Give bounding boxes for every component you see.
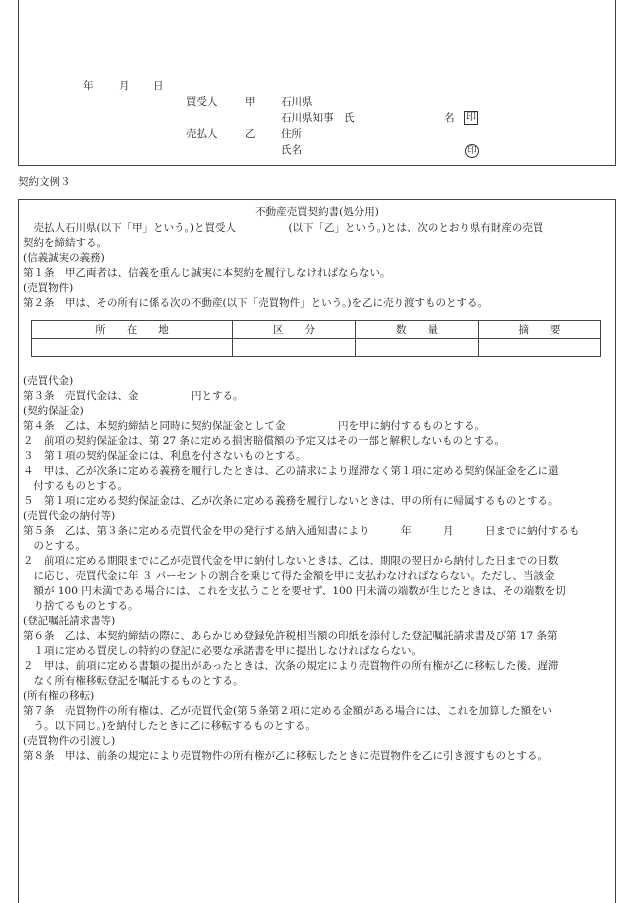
article-text: 第５条 乙は、第３条に定める売買代金を甲の発行する納入通知書により 年 月 日までに納付するも xyxy=(23,525,580,537)
table-cell xyxy=(233,339,356,357)
table-cell xyxy=(356,339,479,357)
contract-body xyxy=(18,199,616,903)
article-text: ４ 甲は、乙が次条に定める義務を履行したときは、乙の請求により遅滞なく第１項に定める契約保証金を乙に還 xyxy=(23,465,559,477)
buyer-party: 甲 xyxy=(245,96,256,108)
article-text: 第１条 甲乙両者は、信義を重んじ誠実に本契約を履行しなければならない。 xyxy=(23,267,391,279)
contract-title: 不動産売買契約書(処分用) xyxy=(255,206,379,218)
article-text: 第６条 乙は、本契約締結の際に、あらかじめ登録免許税相当額の印紙を添付した登記嘱託請求書及び第 17 条第 xyxy=(23,630,558,642)
table-header-category: 区 分 xyxy=(233,321,356,339)
table-header-remarks: 摘 要 xyxy=(479,321,601,339)
article-text: 第４条 乙は、本契約締結と同時に契約保証金として金 円を甲に納付するものとする。 xyxy=(23,420,485,432)
buyer-role: 買受人 xyxy=(186,96,218,108)
article-heading: (売買代金) xyxy=(23,375,74,387)
article-heading: (所有権の移転) xyxy=(23,690,95,702)
article-text: ５ 第１項に定める契約保証金は、乙が次条に定める義務を履行しないときは、甲の所有に帰属するものとする。 xyxy=(23,495,559,507)
article-text: 付するものとする。 xyxy=(23,480,128,492)
article-text: ２ 前項の契約保証金は、第 27 条に定める損害賠償額の予定又はその一部と解釈しないものとする。 xyxy=(23,435,506,447)
buyer-seal: 印 xyxy=(466,112,476,123)
article-text: 第３条 売買代金は、金 円とする。 xyxy=(23,390,244,402)
seller-address-label: 住所 xyxy=(281,128,302,140)
intro-line: 売払人石川県(以下「甲」という。)と買受人 (以下「乙」という。)とは、次のとおり県有財産の売買 xyxy=(23,222,544,234)
article-text: う。以下同じ。)を納付したときに乙に移転するものとする。 xyxy=(23,720,316,732)
article-text: り捨てるものとする。 xyxy=(23,600,139,612)
article-heading: (登記嘱託請求書等) xyxy=(23,615,116,627)
article-text: のとする。 xyxy=(23,540,86,552)
article-text: ２ 前項に定める期限までに乙が売買代金を甲に納付しないときは、乙は、期限の翌日から納付した日までの日数 xyxy=(23,555,559,567)
article-text: １項に定める買戻しの特約の登記に必要な承諾書を甲に提出しなければならない。 xyxy=(23,645,422,657)
buyer-line1: 石川県 xyxy=(281,96,313,108)
article-text: 額が 100 円未満である場合には、これを支払うことを要せず、100 円未満の端数が生じたときは、その端数を切 xyxy=(23,585,566,597)
article-text: に応じ、売買代金に年 ３ パーセントの割合を乗じて得た金額を甲に支払わなければならない。ただし、当該金 xyxy=(23,570,555,582)
buyer-line2: 石川県知事 氏 xyxy=(281,112,355,124)
article-text: 第７条 売買物件の所有権は、乙が売買代金(第５条第２項に定める金額がある場合には、これを加算した額をい xyxy=(23,705,553,717)
date-month: 月 xyxy=(119,80,130,92)
seller-party: 乙 xyxy=(245,128,256,140)
seller-name-label: 氏名 xyxy=(281,144,302,156)
article-text: ２ 甲は、前項に定める書類の提出があったときは、次条の規定により売買物件の所有権が乙に移転した後、遅滞 xyxy=(23,660,559,672)
table-header-location: 所 在 地 xyxy=(32,321,233,339)
article-heading: (売買物件の引渡し) xyxy=(23,735,116,747)
date-year: 年 xyxy=(83,80,94,92)
seller-role: 売払人 xyxy=(186,128,218,140)
intro-line: 契約を締結する。 xyxy=(23,237,107,249)
seller-seal: 印 xyxy=(465,144,479,158)
article-heading: (信義誠実の義務) xyxy=(23,252,105,264)
example-label: 契約文例３ xyxy=(18,176,71,188)
property-table xyxy=(31,320,601,357)
article-heading: (売買代金の納付等) xyxy=(23,510,116,522)
date-day: 日 xyxy=(153,80,164,92)
table-cell xyxy=(32,339,233,357)
article-text: 第２条 甲は、その所有に係る次の不動産(以下「売買物件」という。)を乙に売り渡すものとする。 xyxy=(23,297,488,309)
table-cell xyxy=(479,339,601,357)
article-heading: (売買物件) xyxy=(23,282,74,294)
article-text: 第８条 甲は、前条の規定により売買物件の所有権が乙に移転したときに売買物件を乙に引き渡すものとする。 xyxy=(23,750,548,762)
signature-block xyxy=(18,0,616,166)
buyer-name-label: 名 xyxy=(444,112,455,124)
article-heading: (契約保証金) xyxy=(23,405,84,417)
article-text: なく所有権移転登記を嘱託するものとする。 xyxy=(23,675,244,687)
table-header-quantity: 数 量 xyxy=(356,321,479,339)
article-text: ３ 第１項の契約保証金には、利息を付さないものとする。 xyxy=(23,450,307,462)
